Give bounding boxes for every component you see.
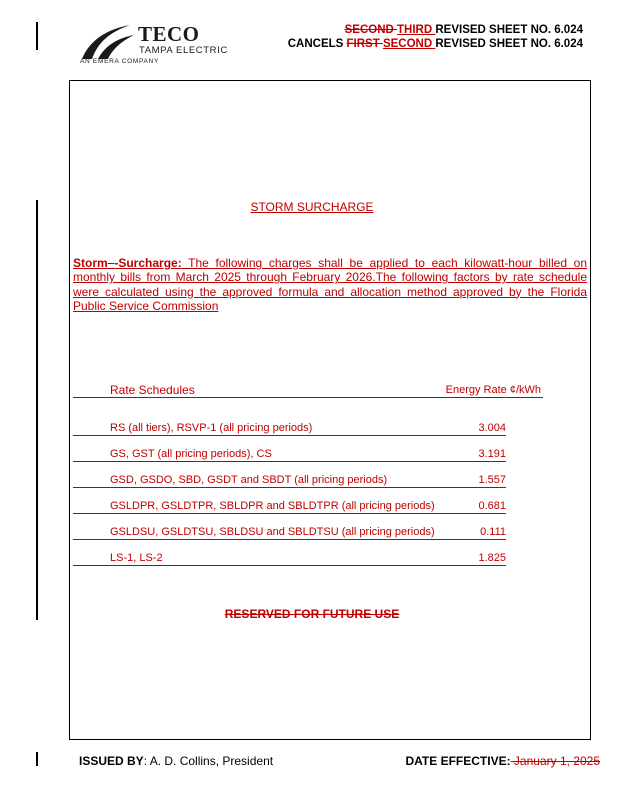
paragraph-body: The following charges shall be applied to each kilowatt-hour billed on monthly bills from March 2025 through February 2026.The following factors by rate schedule were calculated using the approved formula and allocation method approved by the Florida Public Service Commission xyxy=(73,256,587,313)
content-border-box xyxy=(69,80,591,740)
paragraph-lead: Storm -Surcharge: xyxy=(73,256,182,270)
storm-surcharge-paragraph xyxy=(73,256,587,313)
rate-table-row xyxy=(73,552,506,566)
reserved-notice: RESERVED FOR FUTURE USE xyxy=(224,607,400,621)
sheet-number-text: REVISED SHEET NO. 6.024 xyxy=(435,24,583,36)
logo-subtitle: TAMPA ELECTRIC xyxy=(139,45,228,56)
date-effective xyxy=(405,754,600,768)
rate-schedules-header: Rate Schedules xyxy=(110,383,195,397)
rate-table-row xyxy=(73,526,506,540)
rate-schedule: GSD, GSDO, SBD, GSDT and SBDT (all pricing periods) xyxy=(110,474,388,486)
energy-rate: 1.825 xyxy=(478,552,506,564)
teco-swoosh-icon xyxy=(80,22,136,60)
revision-bar-middle xyxy=(36,200,38,620)
inserted-text: SECOND xyxy=(382,38,436,50)
rate-table-row xyxy=(73,448,506,462)
rate-table-header xyxy=(73,383,543,398)
page-title: STORM SURCHARGE xyxy=(250,200,374,214)
energy-rate: 3.191 xyxy=(478,448,506,460)
rate-schedule: RS (all tiers), RSVP-1 (all pricing periods) xyxy=(110,422,313,434)
energy-rate: 0.111 xyxy=(480,526,506,538)
teco-logo xyxy=(80,20,250,70)
energy-rate-header: Energy Rate ¢/kWh xyxy=(445,384,541,396)
sheet-number-text: REVISED SHEET NO. 6.024 xyxy=(435,38,583,50)
issued-by-value: : A. D. Collins, President xyxy=(143,754,274,768)
deleted-text: FIRST xyxy=(346,38,383,50)
revision-bar-bottom xyxy=(36,752,38,766)
date-effective-label: DATE EFFECTIVE: xyxy=(405,754,511,768)
rate-table-row xyxy=(73,422,506,436)
issued-by-label: ISSUED BY xyxy=(79,754,144,768)
rate-schedule: GSLDSU, GSLDTSU, SBLDSU and SBLDTSU (all pricing periods) xyxy=(110,526,435,538)
rate-schedule: GSLDPR, GSLDTPR, SBLDPR and SBLDTPR (all pricing periods) xyxy=(110,500,435,512)
sheet-number-line-2 xyxy=(288,38,583,50)
deleted-text: SECOND xyxy=(344,24,398,36)
energy-rate: 1.557 xyxy=(478,474,506,486)
rate-schedule: GS, GST (all pricing periods), CS xyxy=(110,448,272,460)
inserted-text: THIRD xyxy=(397,24,436,36)
date-effective-value: January 1, 2025 xyxy=(510,754,600,768)
rate-table-row xyxy=(73,474,506,488)
issued-by xyxy=(79,754,273,768)
rate-table-row xyxy=(73,500,506,514)
logo-tagline: AN EMERA COMPANY xyxy=(80,58,159,65)
revision-bar-top xyxy=(36,22,38,50)
logo-brand: TECO xyxy=(138,22,200,46)
sheet-number-line-1 xyxy=(345,24,583,36)
rate-schedule: LS-1, LS-2 xyxy=(110,552,163,564)
energy-rate: 0.681 xyxy=(478,500,506,512)
cancels-prefix: CANCELS xyxy=(287,38,347,50)
energy-rate: 3.004 xyxy=(478,422,506,434)
